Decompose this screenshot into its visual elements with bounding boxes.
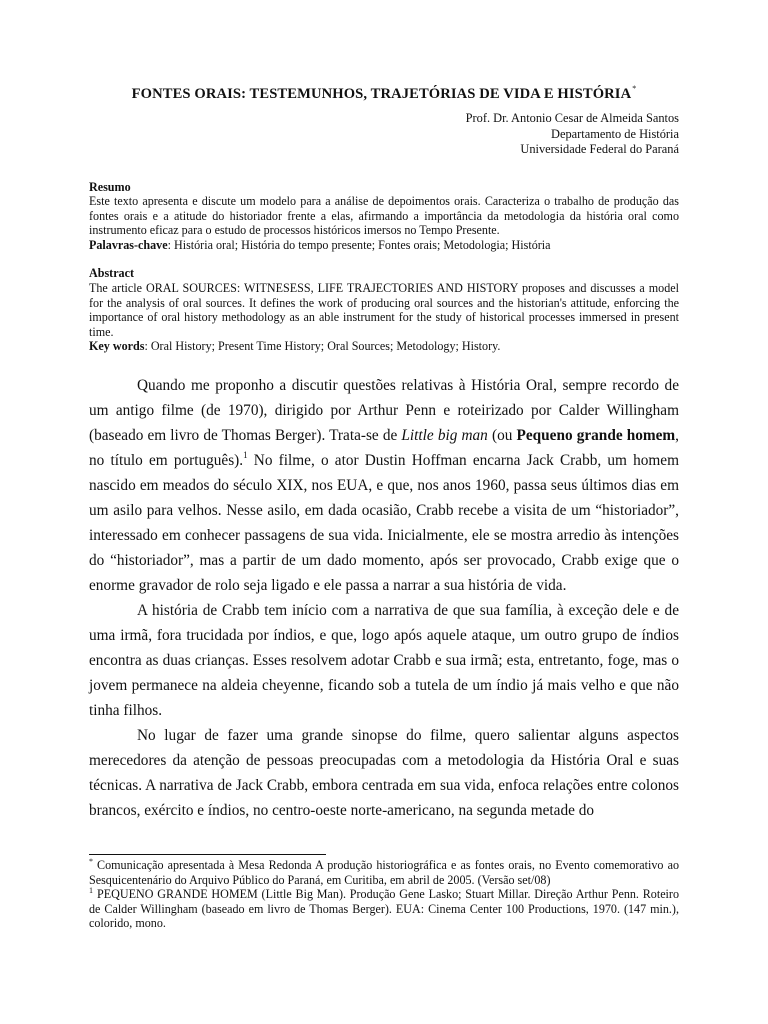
abstract-heading: Abstract — [89, 266, 135, 281]
body-paragraph-1: Quando me proponho a discutir questões relativas à História Oral, sempre recordo de um antigo filme (de 1970), dirigido por Arthur Penn e roteirizado por Calder Willingham (baseado em livro de Thomas Berger). Trata-se de Little big man (ou Pequeno grande homem, no título em português).$^1$ No filme, o ator Dustin Hoffman encarna Jack Crabb, um homem nascido em meados do século XIX, nos EUA, e que, nos anos 1960, passa seus últimos dias em um asilo para velhos. Nesse asilo, em dada ocasião, Crabb recebe a visita de um “historiador”, interessado em conhecer passagens de sua vida. Inicialmente, ele se mostra arredio às intenções do “historiador”, mas a partir de um dado momento, após ser provocado, Crabb exige que o enorme gravador de rolo seja ligado e ele passa a narrar a sua história de vida. — [89, 377, 679, 595]
resumo-section — [89, 180, 679, 253]
author-block — [89, 111, 679, 158]
abstract-text: The article ORAL SOURCES: WITNESESS, LIFE TRAJECTORIES AND HISTORY proposes and discusses a model for the analysis of oral sources. It defines the work of producing oral sources and the historian's attitude, enforcing the importance of oral history methodology as an able instrument for the study of historical processes immersed in present time. — [89, 281, 679, 339]
footnote-star — [89, 858, 679, 887]
film-title-portuguese: Pequeno grande homem — [516, 427, 676, 445]
body-paragraph-2: A história de Crabb tem início com a narrativa de que sua família, à exceção dele e de uma irmã, fora trucidada por índios, e que, logo após aquele ataque, um outro grupo de índios encontra as duas crianças. Esses resolvem adotar Crabb e sua irmã; esta, entretanto, foge, mas o jovem permanece na aldeia cheyenne, ficando sob a tutela de um índio já mais velho e que não tinha filhos. — [89, 602, 679, 720]
resumo-text: Este texto apresenta e discute um modelo para a análise de depoimentos orais. Caracteriza o trabalho de produção das fontes orais e a atitude do historiador frente a elas, afirmando a importância da metodologia da história oral como instrumento eficaz para o estudo de processos históricos imersos no Tempo Presente. — [89, 194, 679, 238]
resumo-heading: Resumo — [89, 179, 131, 194]
title-footnote-mark: * — [632, 84, 637, 93]
author-name: Prof. Dr. Antonio Cesar de Almeida Santos — [465, 111, 679, 125]
footnote-divider — [89, 854, 326, 855]
footnote-star-text: Comunicação apresentada à Mesa Redonda A produção historiográfica e as fontes orais, no Evento comemorativo ao Sesquicentenário do Arquivo Público do Paraná, em Curitiba, em abril de 2005. (Versão set/08) — [89, 858, 679, 887]
footnote-1-text: PEQUENO GRANDE HOMEM (Little Big Man). Produção Gene Lasko; Stuart Millar. Direção Arthur Penn. Roteiro de Calder Willingham (baseado em livro de Thomas Berger). EUA: Cinema Center 100 Productions, 1970. (147 min.), colorido, mono. — [89, 887, 679, 931]
abstract-keywords-list: : Oral History; Present Time History; Oral Sources; Metodology; History. — [144, 339, 501, 354]
paper-title: FONTES ORAIS: TESTEMUNHOS, TRAJETÓRIAS DE VIDA E HISTÓRIA* — [131, 84, 637, 102]
abstract-keywords-label: Key words — [89, 339, 145, 354]
resumo-keywords — [89, 238, 679, 253]
body-paragraph-3: No lugar de fazer uma grande sinopse do filme, quero salientar alguns aspectos merecedores da atenção de pessoas preocupadas com a metodologia da História Oral e suas técnicas. A narrativa de Jack Crabb, embora centrada em sua vida, enfoca relações entre colonos brancos, exército e índios, no centro-oeste norte-americano, na segunda metade do — [89, 727, 679, 820]
resumo-keywords-label: Palavras-chave — [89, 237, 168, 252]
footnotes — [89, 858, 679, 931]
film-title-english: Little big man — [401, 427, 488, 445]
footnote-ref-1[interactable]: 1 — [243, 450, 248, 461]
footnote-1-mark: 1 — [89, 886, 93, 896]
author-university: Universidade Federal do Paraná — [520, 142, 679, 156]
footnote-1 — [89, 887, 679, 931]
abstract-keywords — [89, 339, 679, 354]
footnote-star-mark: * — [89, 857, 93, 866]
author-department: Departamento de História — [551, 126, 679, 141]
body-text — [89, 373, 679, 823]
abstract-section — [89, 266, 679, 354]
resumo-keywords-list: : História oral; História do tempo presente; Fontes orais; Metodologia; História — [167, 237, 551, 252]
